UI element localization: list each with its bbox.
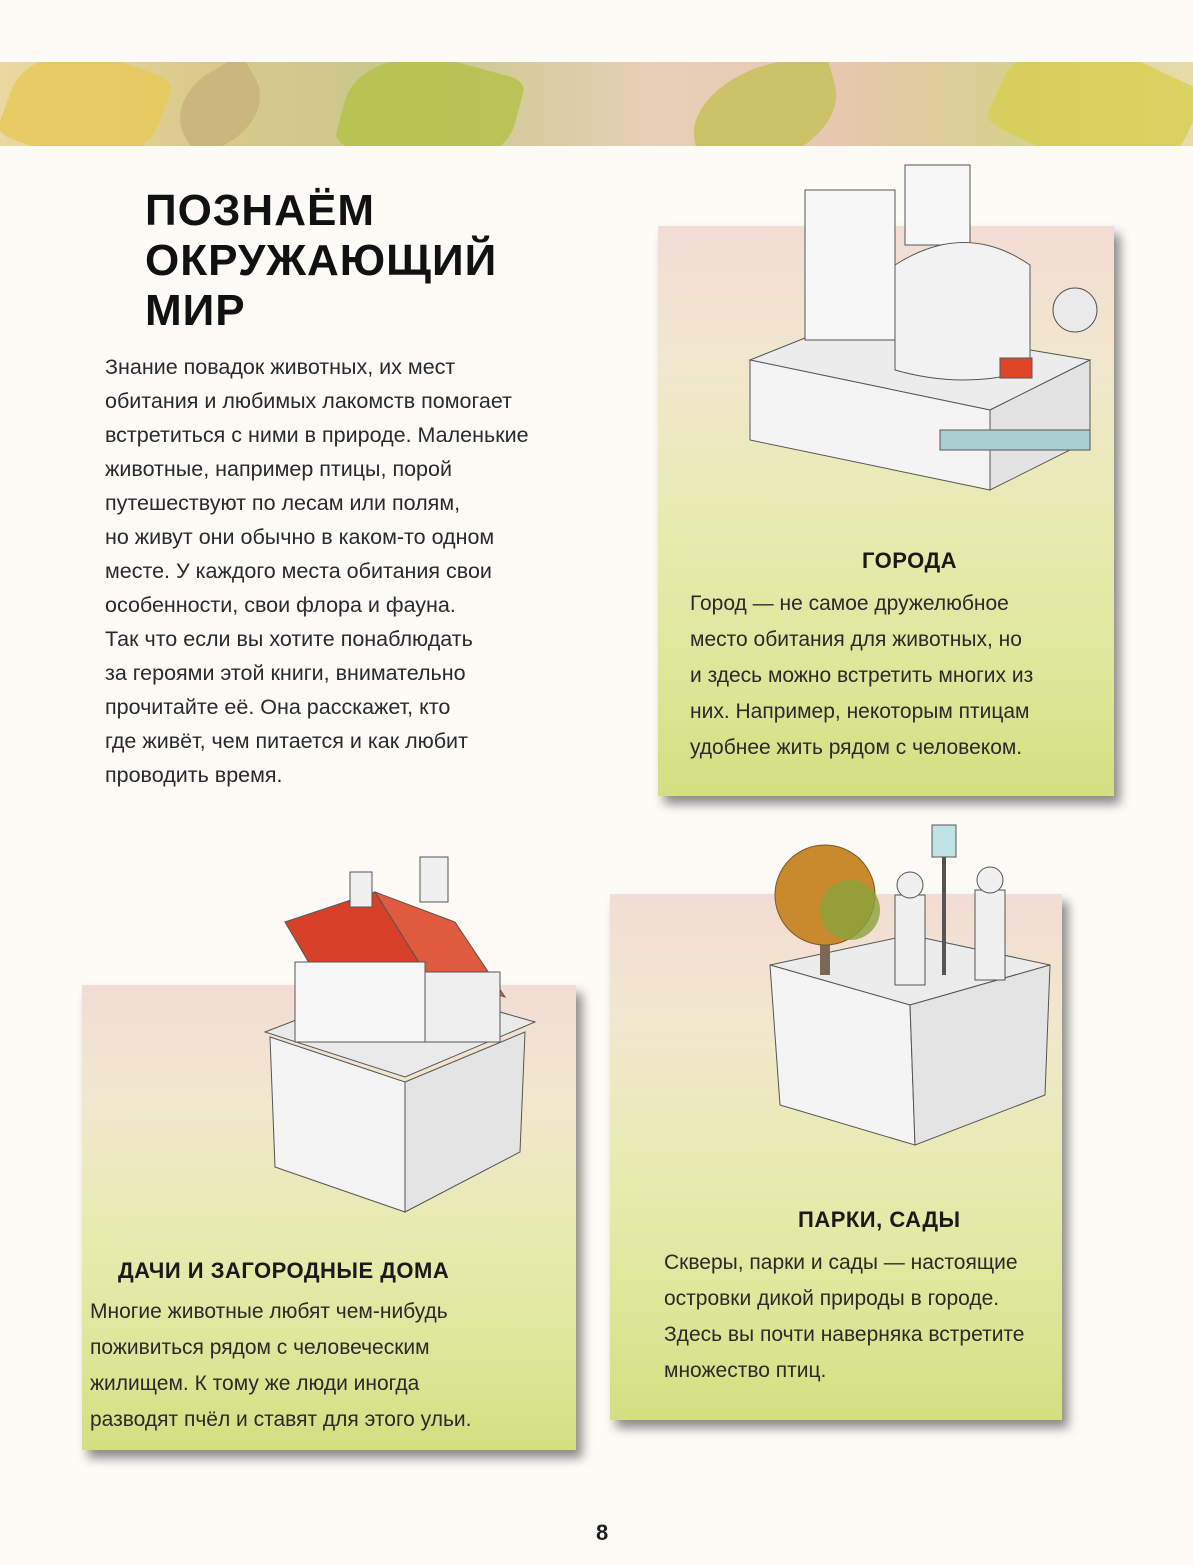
- leaf-icon: [164, 62, 277, 146]
- intro-text: Знание повадок животных, их мест обитания и любимых лакомств помогает встретиться с ними в природе. Маленькие животные, например птицы, порой путешествуют по лесам или полям, но живут они обычно в каком-то одном месте. У каждого места обитания свои особенности, свои флора и фауна. Так что если вы хотите понаблюдать за героями этой книги, внимательно прочитайте её. Она расскажет, кто где живёт, чем питается и как любит проводить время.: [105, 355, 529, 787]
- leaf-icon: [334, 62, 527, 146]
- card-city-title: ГОРОДА: [862, 548, 958, 573]
- leaf-banner: [0, 62, 1193, 146]
- card-parks-text: Скверы, парки и сады — настоящие островки дикой природы в городе. Здесь вы почти наверняка встретите множество птиц.: [664, 1251, 1025, 1382]
- page-title: ПОЗНАЁМ ОКРУЖАЮЩИЙ МИР: [145, 186, 498, 335]
- city-illustration: [730, 160, 1110, 500]
- leaf-icon: [0, 62, 174, 146]
- leaf-icon: [680, 62, 849, 146]
- house-illustration: [255, 852, 545, 1232]
- card-dacha-text: Многие животные любят чем-нибудь поживиться рядом с человеческим жилищем. К тому же люди иногда разводят пчёл и ставят для этого ульи.: [90, 1300, 472, 1431]
- card-dacha-title: ДАЧИ И ЗАГОРОДНЫЕ ДОМА: [118, 1258, 450, 1283]
- card-parks-title: ПАРКИ, САДЫ: [798, 1207, 961, 1232]
- leaf-icon: [984, 62, 1193, 146]
- card-city-text: Город — не самое дружелюбное место обитания для животных, но и здесь можно встретить многих из них. Например, некоторым птицам удобнее жить рядом с человеком.: [690, 592, 1034, 759]
- page-number: 8: [596, 1520, 609, 1545]
- park-illustration: [750, 815, 1070, 1155]
